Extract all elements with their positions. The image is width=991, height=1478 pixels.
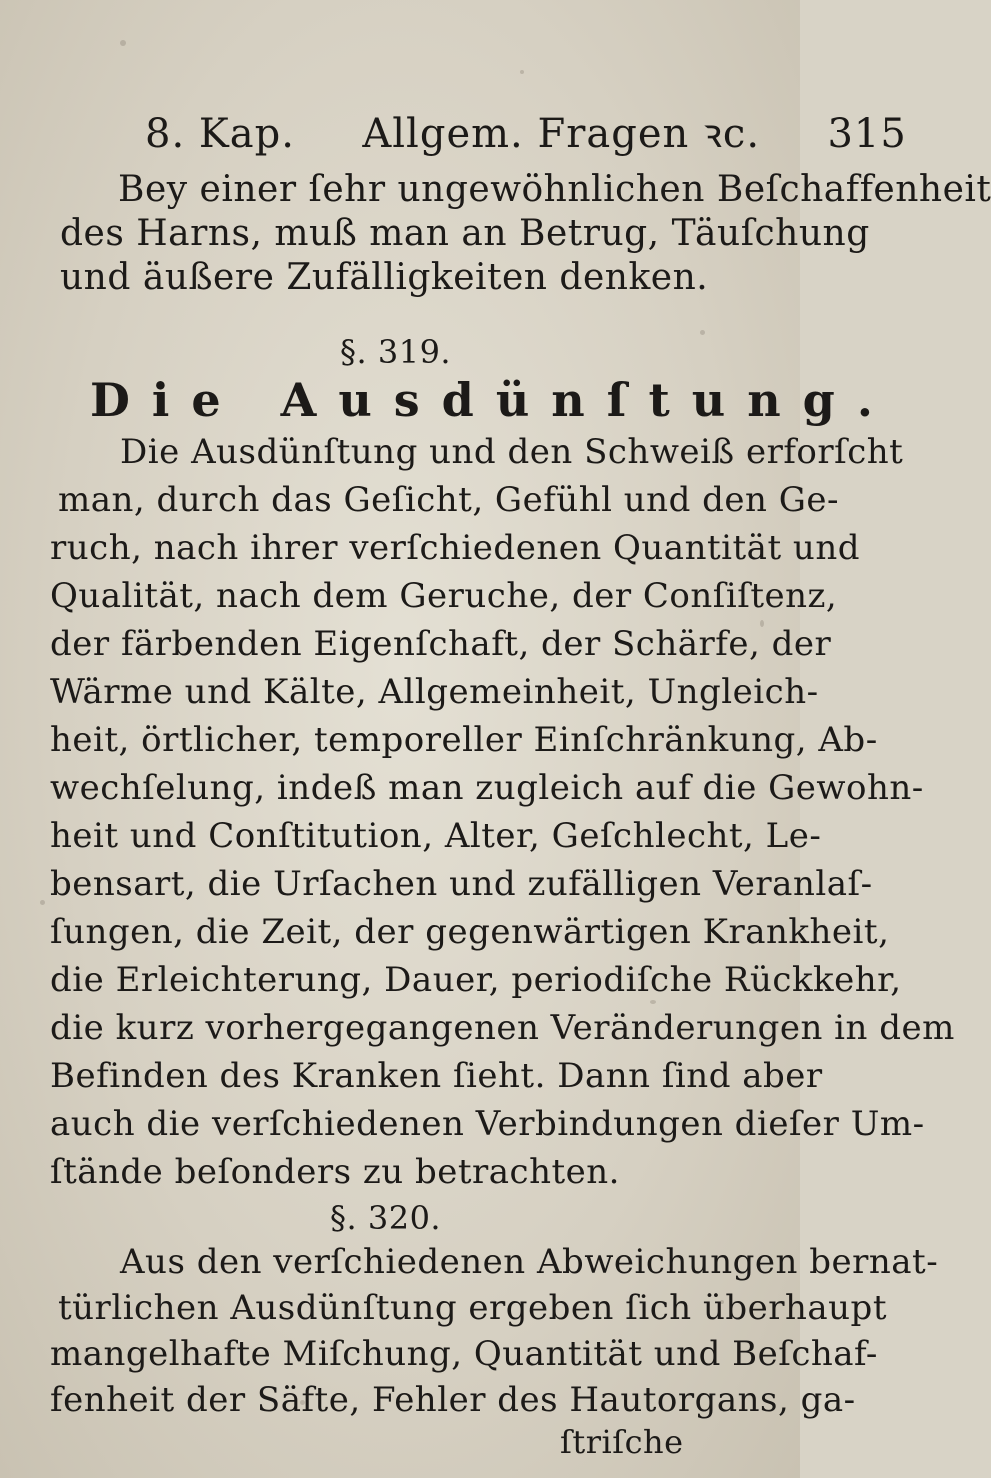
text-line: ruch, nach ihrer verſchiedenen Quantität und xyxy=(50,528,860,568)
text-line: Die Ausdünſtung und den Schweiß erforſcht xyxy=(120,432,904,472)
section-number: §. 320. xyxy=(330,1199,442,1237)
section-number: §. 319. xyxy=(340,333,452,371)
text-line: man, durch das Geſicht, Gefühl und den Ge- xyxy=(58,480,840,520)
text-line: Wärme und Kälte, Allgemeinheit, Ungleich- xyxy=(50,672,819,712)
text-line: mangelhafte Miſchung, Quantität und Beſchaf- xyxy=(50,1334,878,1374)
text-line: ſtände beſonders zu betrachten. xyxy=(50,1152,620,1192)
chapter-label: 8. Kap. xyxy=(145,111,295,157)
text-line: wechſelung, indeß man zugleich auf die Gewohn- xyxy=(50,768,924,808)
paper-speck xyxy=(40,900,45,905)
text-line: auch die verſchiedenen Verbindungen dieſer Um- xyxy=(50,1104,925,1144)
paper-speck xyxy=(700,330,705,335)
paper-speck xyxy=(120,40,126,46)
page-number: 315 xyxy=(827,111,907,157)
text-line: heit und Conſtitution, Alter, Geſchlecht, Le- xyxy=(50,816,822,856)
text-line: heit, örtlicher, temporeller Einſchränkung, Ab- xyxy=(50,720,878,760)
header-title: Allgem. Fragen ꝛc. xyxy=(362,111,761,157)
catchword: ſtriſche xyxy=(560,1423,684,1461)
text-line: fenheit der Säfte, Fehler des Hautorgans, ga- xyxy=(50,1380,856,1420)
text-line: bensart, die Urſachen und zufälligen Veranlaſ- xyxy=(50,864,873,904)
paper-speck xyxy=(520,70,524,74)
text-line: des Harns, muß man an Betrug, Täuſchung xyxy=(60,213,870,254)
running-header xyxy=(145,112,907,156)
text-line: türlichen Ausdünſtung ergeben ſich überhaupt xyxy=(58,1288,887,1328)
text-line: die Erleichterung, Dauer, periodiſche Rückkehr, xyxy=(50,960,902,1000)
text-line: ſungen, die Zeit, der gegenwärtigen Krankheit, xyxy=(50,912,890,952)
text-line: Aus den verſchiedenen Abweichungen bernat- xyxy=(120,1242,939,1282)
text-line: die kurz vorhergegangenen Veränderungen in dem xyxy=(50,1008,955,1048)
text-line: Befinden des Kranken ſieht. Dann ſind aber xyxy=(50,1056,823,1096)
text-line: der färbenden Eigenſchaft, der Schärfe, der xyxy=(50,624,832,664)
text-line: Bey einer ſehr ungewöhnlichen Beſchaffenheit xyxy=(118,169,991,210)
text-line: und äußere Zufälligkeiten denken. xyxy=(60,257,709,298)
text-line: Qualität, nach dem Geruche, der Conſiſtenz, xyxy=(50,576,838,616)
section-title: Die Ausdünſtung. xyxy=(90,373,895,427)
